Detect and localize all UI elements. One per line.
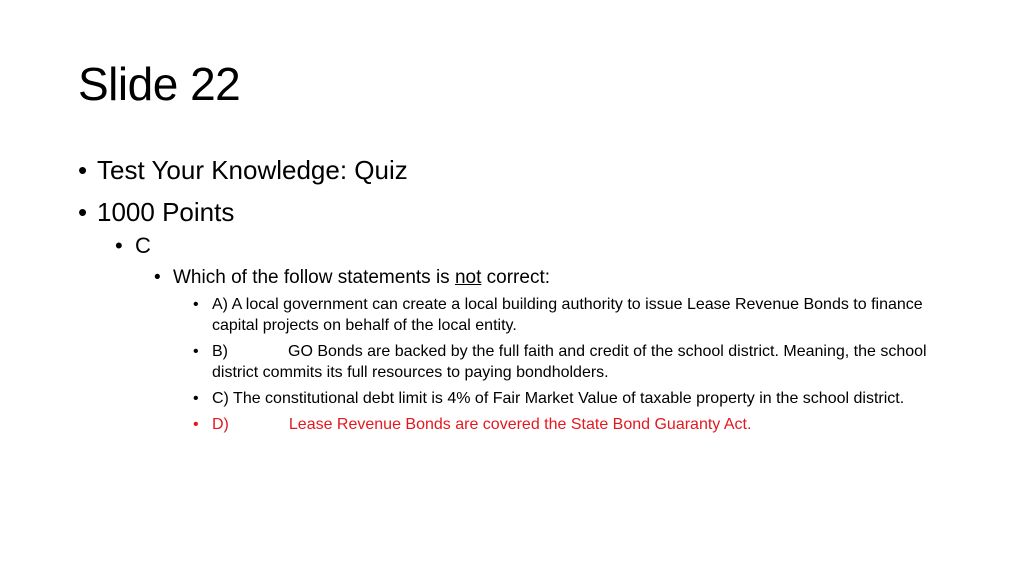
bullet-dot: • [78, 197, 88, 227]
slide-title: Slide 22 [78, 58, 241, 110]
answer-text: C [135, 233, 151, 258]
bullet-dot: • [193, 416, 199, 433]
option-c-text: C) The constitutional debt limit is 4% of Fair Market Value of taxable property in the school district. [212, 390, 905, 407]
option-d [193, 414, 932, 435]
bullet-dot: • [115, 233, 123, 258]
bullet-dot: • [78, 155, 88, 185]
bullet-item [78, 154, 958, 186]
bullet-dot: • [193, 296, 199, 313]
bullet-text: 1000 Points [97, 197, 235, 227]
option-b-label: B) [212, 343, 228, 360]
question-suffix: correct: [481, 267, 550, 288]
bullet-text: Test Your Knowledge: Quiz [97, 155, 408, 185]
question-prefix: Which of the follow statements is [173, 267, 455, 288]
option-a [193, 294, 932, 336]
option-b-text: GO Bonds are backed by the full faith and credit of the school district. Meaning, the school district commits its full resources to paying bondholders. [212, 343, 927, 381]
option-d-label: D) [212, 416, 229, 433]
option-d-text: Lease Revenue Bonds are covered the State Bond Guaranty Act. [288, 416, 752, 433]
option-b [193, 341, 932, 383]
answer-item [115, 232, 958, 260]
slide-body [78, 154, 958, 440]
bullet-dot: • [193, 343, 199, 360]
question-item [154, 266, 958, 290]
question-emphasis: not [454, 267, 482, 288]
option-a-text: A) A local government can create a local building authority to issue Lease Revenue Bonds to finance capital projects on behalf of the local entity. [212, 296, 923, 334]
bullet-dot: • [193, 390, 199, 407]
option-c [193, 388, 932, 409]
bullet-item [78, 196, 958, 228]
bullet-dot: • [154, 267, 161, 288]
